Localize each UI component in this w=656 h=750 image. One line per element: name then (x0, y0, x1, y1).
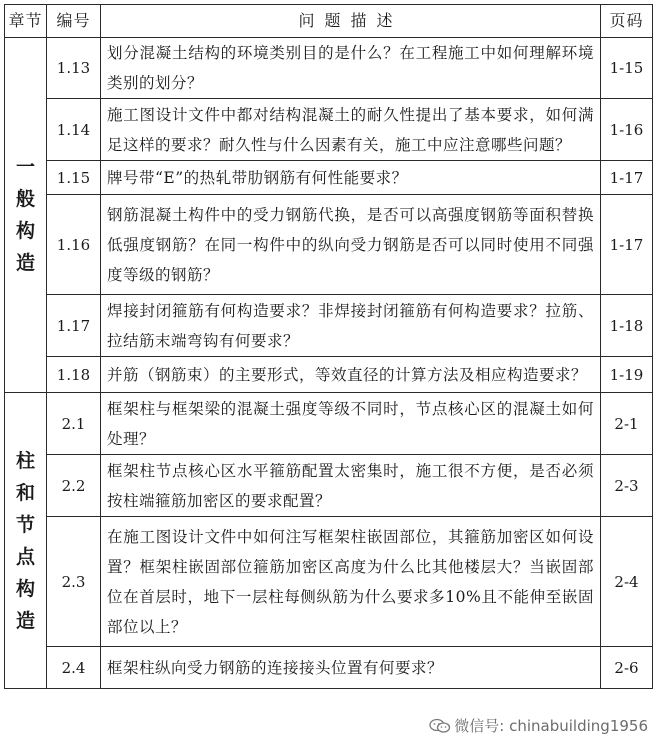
row-description: 框架柱与框架梁的混凝土强度等级不同时，节点核心区的混凝土如何处理？ (101, 393, 601, 455)
row-page: 2-1 (601, 393, 653, 455)
row-description: 并筋（钢筋束）的主要形式，等效直径的计算方法及相应构造要求？ (101, 357, 601, 393)
chapter-char: 点 (15, 545, 35, 568)
table-row (5, 357, 653, 393)
chapter-cell-general (5, 38, 47, 393)
row-number: 1.16 (47, 195, 101, 295)
toc-table (4, 4, 653, 689)
chapter-char: 柱 (15, 449, 35, 472)
chapter-char: 构 (15, 577, 35, 600)
header-chapter: 章节 (5, 5, 47, 38)
table-row (5, 161, 653, 195)
chapter-cell-column-joint (5, 393, 47, 689)
chapter-char: 和 (15, 481, 35, 504)
header-page: 页码 (601, 5, 653, 38)
table-row (5, 195, 653, 295)
table-row (5, 517, 653, 647)
watermark-text: 微信号: chinabuilding1956 (454, 717, 648, 735)
row-description: 在施工图设计文件中如何注写框架柱嵌固部位，其箍筋加密区如何设置？框架柱嵌固部位箍筋加密区高度为什么比其他楼层大？当嵌固部位在首层时，地下一层柱每侧纵筋为什么要求多10%且不能伸至嵌固部位以上？ (101, 517, 601, 647)
table-row (5, 455, 653, 517)
row-page: 2-6 (601, 647, 653, 689)
row-number: 1.18 (47, 357, 101, 393)
row-number: 2.4 (47, 647, 101, 689)
row-description: 框架柱节点核心区水平箍筋配置太密集时，施工很不方便，是否必须按柱端箍筋加密区的要求配置？ (101, 455, 601, 517)
chapter-char: 造 (15, 609, 35, 632)
row-page: 1-19 (601, 357, 653, 393)
row-page: 2-4 (601, 517, 653, 647)
table-row (5, 647, 653, 689)
wechat-icon (429, 718, 451, 734)
row-description: 施工图设计文件中都对结构混凝土的耐久性提出了基本要求，如何满足这样的要求？耐久性与什么因素有关，施工中应注意哪些问题？ (101, 99, 601, 161)
chapter-char: 造 (15, 252, 35, 274)
row-number: 2.3 (47, 517, 101, 647)
row-page: 1-17 (601, 161, 653, 195)
row-number: 2.2 (47, 455, 101, 517)
row-number: 1.13 (47, 38, 101, 99)
wechat-watermark (429, 715, 648, 736)
table-row (5, 393, 653, 455)
row-description: 钢筋混凝土构件中的受力钢筋代换，是否可以高强度钢筋等面积替换低强度钢筋？在同一构件中的纵向受力钢筋是否可以同时使用不同强度等级的钢筋？ (101, 195, 601, 295)
row-page: 1-16 (601, 99, 653, 161)
row-description: 划分混凝土结构的环境类别目的是什么？在工程施工中如何理解环境类别的划分？ (101, 38, 601, 99)
chapter-char: 节 (15, 513, 35, 536)
chapter-char: 构 (15, 220, 35, 242)
header-row (5, 5, 653, 38)
row-page: 2-3 (601, 455, 653, 517)
header-description: 问题描述 (101, 5, 601, 38)
row-page: 1-18 (601, 295, 653, 357)
table-row (5, 38, 653, 99)
chapter-char: 般 (15, 188, 35, 210)
row-description: 牌号带“E”的热轧带肋钢筋有何性能要求？ (101, 161, 601, 195)
chapter-char: 一 (15, 156, 35, 178)
row-description: 框架柱纵向受力钢筋的连接接头位置有何要求？ (101, 647, 601, 689)
row-number: 2.1 (47, 393, 101, 455)
row-number: 1.17 (47, 295, 101, 357)
table-row (5, 99, 653, 161)
row-description: 焊接封闭箍筋有何构造要求？非焊接封闭箍筋有何构造要求？拉筋、拉结筋末端弯钩有何要求？ (101, 295, 601, 357)
row-page: 1-17 (601, 195, 653, 295)
row-number: 1.14 (47, 99, 101, 161)
row-number: 1.15 (47, 161, 101, 195)
header-number: 编号 (47, 5, 101, 38)
table-row (5, 295, 653, 357)
row-page: 1-15 (601, 38, 653, 99)
